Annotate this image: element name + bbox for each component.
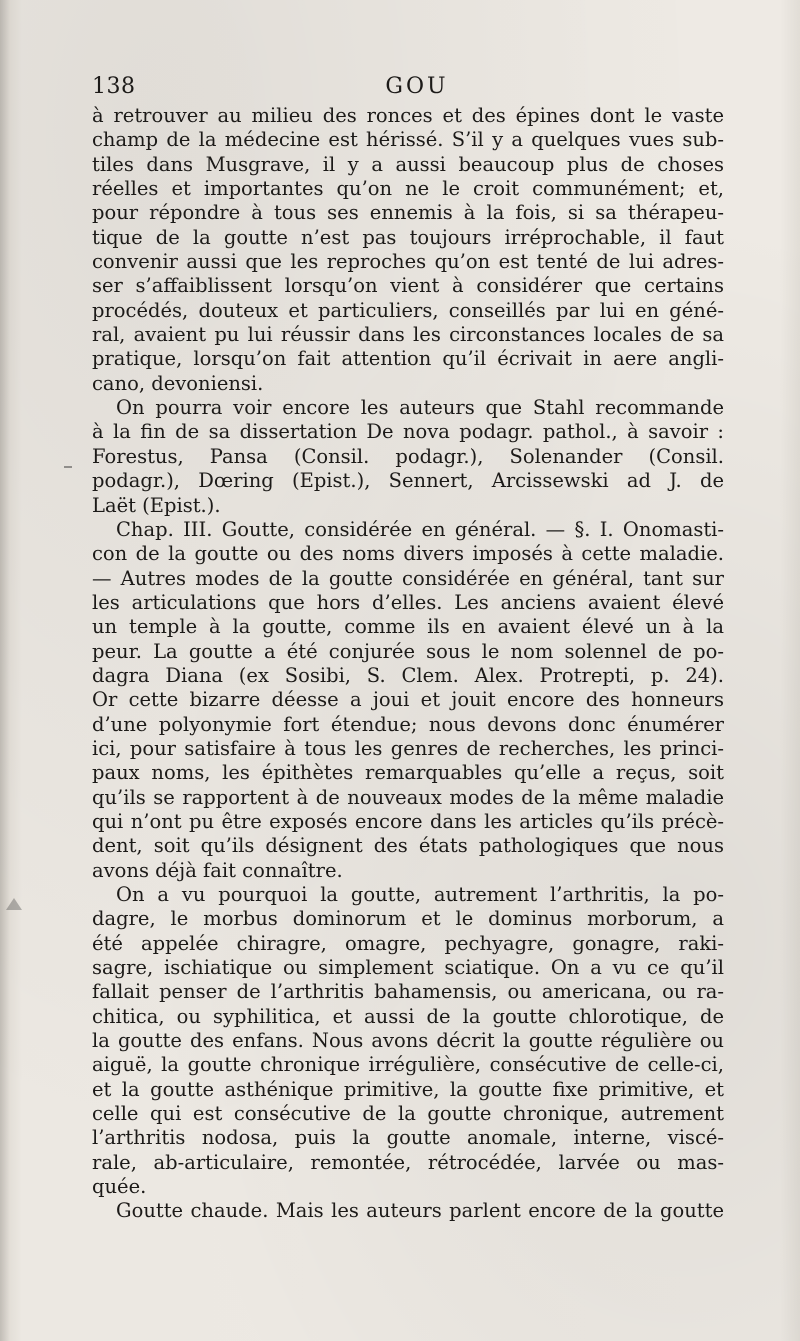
text-line: dagra Diana (ex Sosibi, S. Clem. Alex. Protrepti, p. 24). bbox=[92, 663, 724, 687]
text-line: été appelée chiragre, omagre, pechyagre, gonagre, raki- bbox=[92, 931, 724, 955]
text-line: podagr.), Dœring (Epist.), Sennert, Arcissewski ad J. de bbox=[92, 469, 724, 493]
text-line: peur. La goutte a été conjurée sous le nom solennel de po- bbox=[92, 639, 724, 663]
text-line: rale, ab-articulaire, remontée, rétrocédée, larvée ou mas- bbox=[92, 1150, 724, 1174]
text-line: qu’ils se rapportent à de nouveaux modes de la même maladie bbox=[92, 785, 724, 809]
text-line: d’une polyonymie fort étendue; nous devons donc énumérer bbox=[92, 712, 724, 736]
text-line: procédés, douteux et particuliers, conseillés par lui en géné- bbox=[92, 298, 724, 322]
page-number: 138 bbox=[92, 74, 136, 99]
body-text bbox=[92, 104, 724, 1224]
text-line: à la fin de sa dissertation De nova podagr. pathol., à savoir : bbox=[92, 420, 724, 444]
margin-arrow-mark bbox=[6, 898, 22, 910]
text-line: paux noms, les épithètes remarquables qu’elle a reçus, soit bbox=[92, 761, 724, 785]
text-line: avons déjà fait connaître. bbox=[92, 858, 343, 882]
text-line: chitica, ou syphilitica, et aussi de la goutte chlorotique, de bbox=[92, 1004, 724, 1028]
text-line: ici, pour satisfaire à tous les genres de recherches, les princi- bbox=[92, 736, 724, 760]
text-line: con de la goutte ou des noms divers imposés à cette maladie. bbox=[92, 542, 724, 566]
text-line: ral, avaient pu lui réussir dans les circonstances locales de sa bbox=[92, 323, 724, 347]
text-line: pratique, lorsqu’on fait attention qu’il écrivait in aere angli- bbox=[92, 347, 724, 371]
text-line: tique de la goutte n’est pas toujours irréprochable, il faut bbox=[92, 225, 724, 249]
text-line: réelles et importantes qu’on ne le croit communément; et, bbox=[92, 177, 724, 201]
text-line: qui n’ont pu être exposés encore dans les articles qu’ils précè- bbox=[92, 809, 724, 833]
text-line: à retrouver au milieu des ronces et des épines dont le vaste bbox=[92, 104, 724, 127]
text-line: On pourra voir encore les auteurs que Stahl recommande bbox=[116, 396, 724, 420]
text-line: un temple à la goutte, comme ils en avaient élevé un à la bbox=[92, 615, 724, 639]
text-line: — Autres modes de la goutte considérée en général, tant sur bbox=[92, 566, 724, 590]
text-line: tiles dans Musgrave, il y a aussi beaucoup plus de choses bbox=[92, 152, 724, 176]
text-line: Or cette bizarre déesse a joui et jouit encore des honneurs bbox=[92, 688, 724, 712]
text-line: quée. bbox=[92, 1175, 147, 1199]
text-line: aiguë, la goutte chronique irrégulière, consécutive de celle-ci, bbox=[92, 1053, 724, 1077]
spine-shadow bbox=[0, 0, 10, 1341]
text-line: Chap. III. Goutte, considérée en général. — §. I. Onomasti- bbox=[116, 517, 724, 541]
text-line: Forestus, Pansa (Consil. podagr.), Solenander (Consil. bbox=[92, 444, 724, 468]
margin-mark bbox=[64, 466, 72, 468]
text-line: cano, devoniensi. bbox=[92, 371, 264, 395]
text-line: fallait penser de l’arthritis bahamensis, ou americana, ou ra- bbox=[92, 980, 724, 1004]
text-line: Goutte chaude. Mais les auteurs parlent encore de la goutte bbox=[116, 1199, 724, 1223]
text-line: dagre, le morbus dominorum et le dominus morborum, a bbox=[92, 907, 724, 931]
text-line: ser s’affaiblissent lorsqu’on vient à considérer que certains bbox=[92, 274, 724, 298]
running-head: GOU bbox=[385, 74, 449, 99]
text-line: sagre, ischiatique ou simplement sciatique. On a vu ce qu’il bbox=[92, 956, 724, 980]
text-line: l’arthritis nodosa, puis la goutte anomale, interne, viscé- bbox=[92, 1126, 724, 1150]
text-line: Laët (Epist.). bbox=[92, 493, 221, 517]
text-line: les articulations que hors d’elles. Les anciens avaient élevé bbox=[92, 590, 724, 614]
text-line: convenir aussi que les reproches qu’on est tenté de lui adres- bbox=[92, 250, 724, 274]
text-line: la goutte des enfans. Nous avons décrit la goutte régulière ou bbox=[92, 1029, 724, 1053]
page-header bbox=[92, 70, 722, 104]
text-line: et la goutte asthénique primitive, la goutte fixe primitive, et bbox=[92, 1077, 724, 1101]
text-line: On a vu pourquoi la goutte, autrement l’arthritis, la po- bbox=[116, 883, 724, 906]
text-line: pour répondre à tous ses ennemis à la fois, si sa thérapeu- bbox=[92, 201, 724, 225]
text-line: dent, soit qu’ils désignent des états pathologiques que nous bbox=[92, 834, 724, 858]
text-line: champ de la médecine est hérissé. S’il y a quelques vues sub- bbox=[92, 128, 724, 152]
text-line: celle qui est consécutive de la goutte chronique, autrement bbox=[92, 1102, 724, 1126]
